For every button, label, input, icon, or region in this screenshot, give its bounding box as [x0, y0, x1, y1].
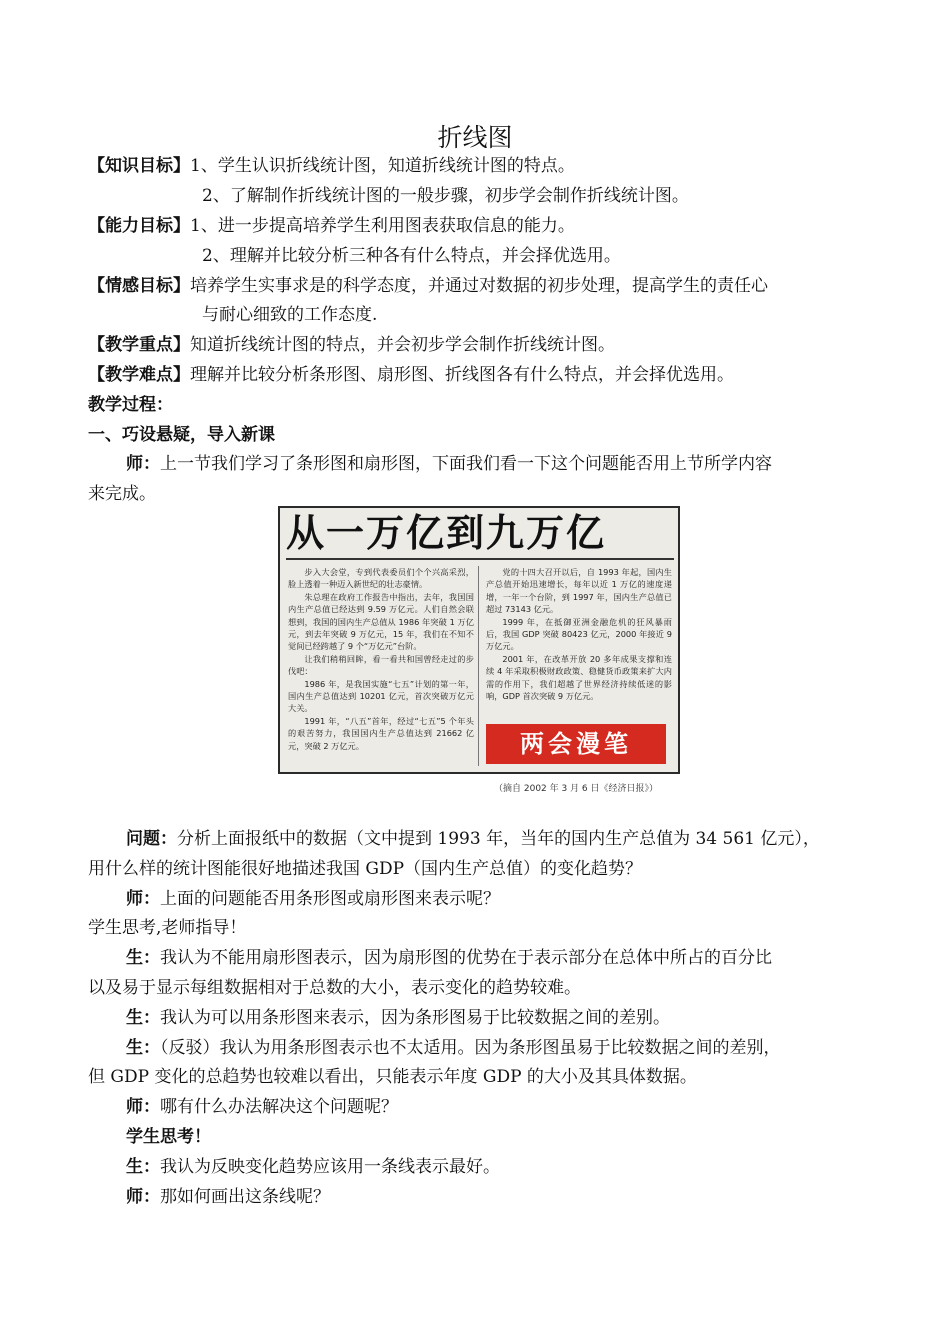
section-heading: 一、巧设悬疑，导入新课	[88, 425, 275, 445]
objective-emotion-line-1: 【情感目标】培养学生实事求是的科学态度，并通过对数据的初步处理，提高学生的责任心	[88, 276, 768, 296]
clipping-paragraph: 2001 年，在改革开放 20 多年成果支撑和连续 4 年采取积极财政政策、稳健货币政策来扩大内需的作用下，我们超越了世界经济持续低迷的影响，GDP 首次突破 9 万亿元。	[486, 653, 672, 702]
clipping-paragraph: 步入大会堂，专到代表委员们个个兴高采烈，脸上透着一种迈入新世纪的壮志豪情。	[288, 567, 474, 590]
objective-ability-line-2: 2、理解并比较分析三种各有什么特点，并会择优选用。	[202, 246, 621, 266]
clipping-headline: 从一万亿到九万亿	[286, 511, 607, 555]
student-line-4: 生：我认为反映变化趋势应该用一条线表示最好。	[126, 1157, 500, 1177]
objective-ability-line-1: 【能力目标】1、进一步提高培养学生利用图表获取信息的能力。	[88, 216, 575, 236]
objective-label-emotion: 【情感目标】	[88, 276, 190, 296]
teacher-line-1: 师：上面的问题能否用条形图或扇形图来表示呢？	[126, 889, 500, 909]
student-line-1a: 生：我认为不能用扇形图表示，因为扇形图的优势在于表示部分在总体中所占的百分比	[126, 948, 772, 968]
student-line-1b: 以及易于显示每组数据相对于总数的大小，表示变化的趋势较难。	[88, 978, 581, 998]
clipping-banner: 两会漫笔	[486, 724, 666, 764]
intro-line-2: 来完成。	[88, 484, 156, 504]
students-think: 学生思考！	[126, 1127, 211, 1147]
objective-label-key-point: 【教学重点】	[88, 335, 190, 355]
objective-knowledge-line-2: 2、了解制作折线统计图的一般步骤，初步学会制作折线统计图。	[202, 186, 689, 206]
objective-label-knowledge: 【知识目标】	[88, 156, 190, 176]
objective-label-difficulty: 【教学难点】	[88, 365, 190, 385]
clipping-left-column	[288, 566, 474, 752]
student-line-2: 生：我认为可以用条形图来表示，因为条形图易于比较数据之间的差别。	[126, 1008, 670, 1028]
clipping-paragraph: 1991 年，“八五”首年，经过“七五”5 个年头的艰苦努力，我国国内生产总值达到 21662 亿元，突破 2 万亿元。	[288, 715, 474, 751]
question-line-1: 问题：分析上面报纸中的数据（文中提到 1993 年，当年的国内生产总值为 34 561 亿元），	[126, 829, 820, 849]
teacher-line-2: 师：哪有什么办法解决这个问题呢？	[126, 1097, 398, 1117]
clipping-paragraph: 1986 年，是我国实施“七五”计划的第一年，国内生产总值达到 10201 亿元，首次突破万亿元大关。	[288, 678, 474, 714]
intro-line-1: 师：上一节我们学习了条形图和扇形图，下面我们看一下这个问题能否用上节所学内容	[126, 454, 772, 474]
student-line-3a: 生：（反驳）我认为用条形图表示也不太适用。因为条形图虽易于比较数据之间的差别，	[126, 1038, 781, 1058]
clipping-paragraph: 朱总理在政府工作报告中指出，去年，我国国内生产总值已经达到 9.59 万亿元。人们自然会联想到，我国的国内生产总值从 1986 年突破 1 万亿元，到去年突破 9 万亿元，15 年，我们在不知不觉间已经跨越了 9 个“万亿元”台阶。	[288, 591, 474, 652]
student-line-3b: 但 GDP 变化的总趋势也较难以看出，只能表示年度 GDP 的大小及其具体数据。	[88, 1067, 697, 1087]
question-line-2: 用什么样的统计图能很好地描述我国 GDP（国内生产总值）的变化趋势？	[88, 859, 643, 879]
objective-emotion-line-2: 与耐心细致的工作态度.	[202, 305, 378, 325]
process-heading: 教学过程：	[88, 395, 173, 415]
clipping-caption: （摘自 2002 年 3 月 6 日《经济日报》）	[494, 784, 659, 794]
objective-difficulty: 【教学难点】理解并比较分析条形图、扇形图、折线图各有什么特点，并会择优选用。	[88, 365, 734, 385]
objective-knowledge-line-1: 【知识目标】1、学生认识折线统计图，知道折线统计图的特点。	[88, 156, 575, 176]
objective-key-point: 【教学重点】知道折线统计图的特点，并会初步学会制作折线统计图。	[88, 335, 615, 355]
clipping-column-divider	[478, 566, 479, 766]
teacher-line-3: 师：那如何画出这条线呢？	[126, 1187, 330, 1207]
clipping-paragraph: 让我们稍稍回眸，看一看共和国曾经走过的步伐吧：	[288, 653, 474, 677]
students-think-guide: 学生思考,老师指导！	[88, 918, 247, 938]
clipping-right-column	[486, 566, 672, 702]
objective-label-ability: 【能力目标】	[88, 216, 190, 236]
clipping-paragraph: 党的十四大召开以后，自 1993 年起，国内生产总值开始迅速增长，每年以近 1 万亿的速度递增，一年一个台阶，到 1997 年，国内生产总值已超过 73143 亿元。	[486, 567, 672, 615]
clipping-paragraph: 1999 年，在抵御亚洲金融危机的狂风暴雨后，我国 GDP 突破 80423 亿元，2000 年接近 9 万亿元。	[486, 616, 672, 652]
document-title: 折线图	[437, 123, 513, 152]
clipping-rule	[286, 558, 674, 560]
newspaper-clipping	[278, 506, 680, 774]
